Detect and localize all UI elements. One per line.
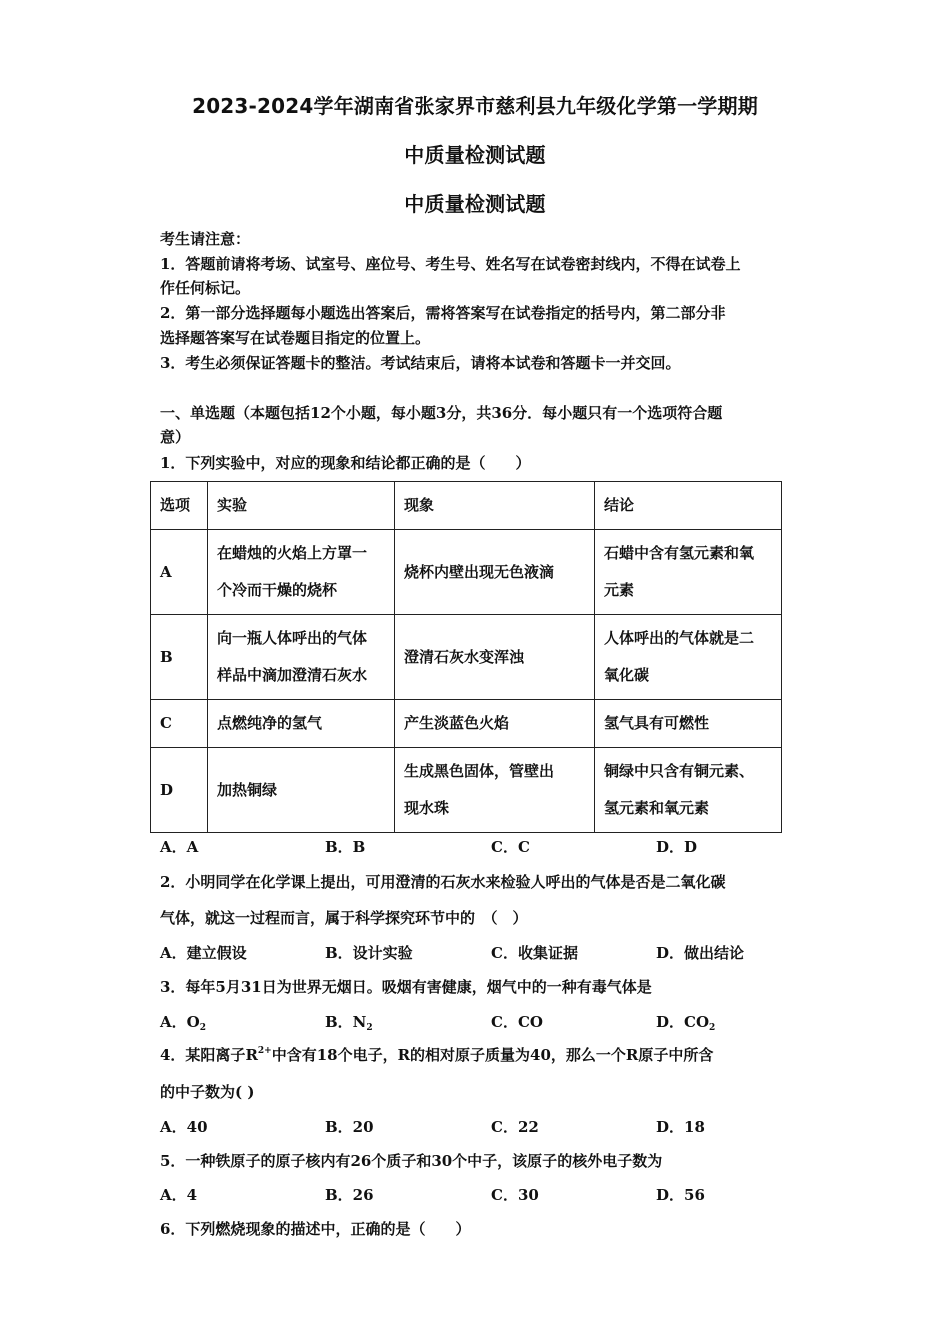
question-3-stem: 3．每年5月31日为世界无烟日。吸烟有害健康，烟气中的一种有毒气体是	[160, 978, 652, 996]
question-6-stem: 6．下列燃烧现象的描述中，正确的是（ ）	[160, 1220, 471, 1238]
q3-option-a: A．$O_2$	[160, 1013, 206, 1033]
q3-option-b: B．$N_2$	[325, 1013, 373, 1033]
q2-option-d: D．做出结论	[656, 944, 745, 962]
row-experiment: 向一瓶人体呼出的气体 样品中滴加澄清石灰水	[208, 615, 395, 700]
exam-title-line-1: 2023-2024学年湖南省张家界市慈利县九年级化学第一学期期	[192, 94, 758, 118]
q3-option-d: D．$CO_2$	[656, 1013, 716, 1033]
exam-title-line-3: 中质量检测试题	[404, 192, 546, 216]
q5-option-c: C．30	[491, 1186, 539, 1204]
row-option: D	[151, 748, 208, 833]
table-row	[151, 530, 782, 615]
exam-title-line-2: 中质量检测试题	[404, 143, 546, 167]
notice-item: 作任何标记。	[160, 279, 251, 297]
q1-option-c: C．C	[491, 838, 530, 856]
q1-option-d: D．D	[656, 838, 698, 856]
notice-heading: 考生请注意：	[160, 230, 251, 248]
header-option: 选项	[151, 482, 208, 530]
row-phenomenon: 产生淡蓝色火焰	[395, 700, 595, 748]
question-4-stem: 4．某阳离子$R^{2+}$中含有18个电子，R的相对原子质量为40，那么一个R原子中所含	[160, 1046, 714, 1064]
header-experiment: 实验	[208, 482, 395, 530]
question-5-stem: 5．一种铁原子的原子核内有26个质子和30个中子，该原子的核外电子数为	[160, 1152, 663, 1170]
q1-option-b: B．B	[325, 838, 366, 856]
q5-option-b: B．26	[325, 1186, 374, 1204]
row-phenomenon: 烧杯内壁出现无色液滴	[395, 530, 595, 615]
row-experiment: 在蜡烛的火焰上方罩一 个冷而干燥的烧杯	[208, 530, 395, 615]
header-phenomenon: 现象	[395, 482, 595, 530]
experiment-table	[150, 481, 782, 833]
q5-option-d: D．56	[656, 1186, 705, 1204]
notice-item: 3．考生必须保证答题卡的整洁。考试结束后，请将本试卷和答题卡一并交回。	[160, 354, 681, 372]
notice-item: 选择题答案写在试卷题目指定的位置上。	[160, 329, 431, 347]
section-heading: 一、单选题（本题包括12个小题，每小题3分，共36分．每小题只有一个选项符合题	[160, 404, 723, 422]
header-conclusion: 结论	[595, 482, 782, 530]
q3-option-c: C．CO	[491, 1013, 543, 1031]
row-conclusion: 人体呼出的气体就是二 氧化碳	[595, 615, 782, 700]
q2-option-b: B．设计实验	[325, 944, 413, 962]
q4-option-c: C．22	[491, 1118, 539, 1136]
question-2-stem: 2．小明同学在化学课上提出，可用澄清的石灰水来检验人呼出的气体是否是二氧化碳	[160, 873, 726, 891]
row-option: C	[151, 700, 208, 748]
row-conclusion: 石蜡中含有氢元素和氧 元素	[595, 530, 782, 615]
row-phenomenon: 生成黑色固体，管壁出 现水珠	[395, 748, 595, 833]
question-2-stem-cont: 气体，就这一过程而言，属于科学探究环节中的 （ ）	[160, 909, 528, 927]
notice-item: 2．第一部分选择题每小题选出答案后，需将答案写在试卷指定的括号内，第二部分非	[160, 304, 726, 322]
row-conclusion: 氢气具有可燃性	[595, 700, 782, 748]
q4-option-d: D．18	[656, 1118, 705, 1136]
table-header-row	[151, 482, 782, 530]
row-phenomenon: 澄清石灰水变浑浊	[395, 615, 595, 700]
q4-option-a: A．40	[160, 1118, 208, 1136]
q4-option-b: B．20	[325, 1118, 374, 1136]
section-heading-cont: 意）	[160, 428, 191, 446]
q2-option-c: C．收集证据	[491, 944, 578, 962]
q2-option-a: A．建立假设	[160, 944, 247, 962]
row-experiment: 点燃纯净的氢气	[208, 700, 395, 748]
row-option: B	[151, 615, 208, 700]
question-4-stem-cont: 的中子数为( )	[160, 1083, 255, 1101]
table-row	[151, 615, 782, 700]
notice-item: 1．答题前请将考场、试室号、座位号、考生号、姓名写在试卷密封线内，不得在试卷上	[160, 255, 741, 273]
row-option: A	[151, 530, 208, 615]
row-conclusion: 铜绿中只含有铜元素、 氢元素和氧元素	[595, 748, 782, 833]
question-1-stem: 1．下列实验中，对应的现象和结论都正确的是（ ）	[160, 454, 531, 472]
row-experiment: 加热铜绿	[208, 748, 395, 833]
q5-option-a: A．4	[160, 1186, 198, 1204]
table-row	[151, 748, 782, 833]
q1-option-a: A．A	[160, 838, 199, 856]
table-row	[151, 700, 782, 748]
